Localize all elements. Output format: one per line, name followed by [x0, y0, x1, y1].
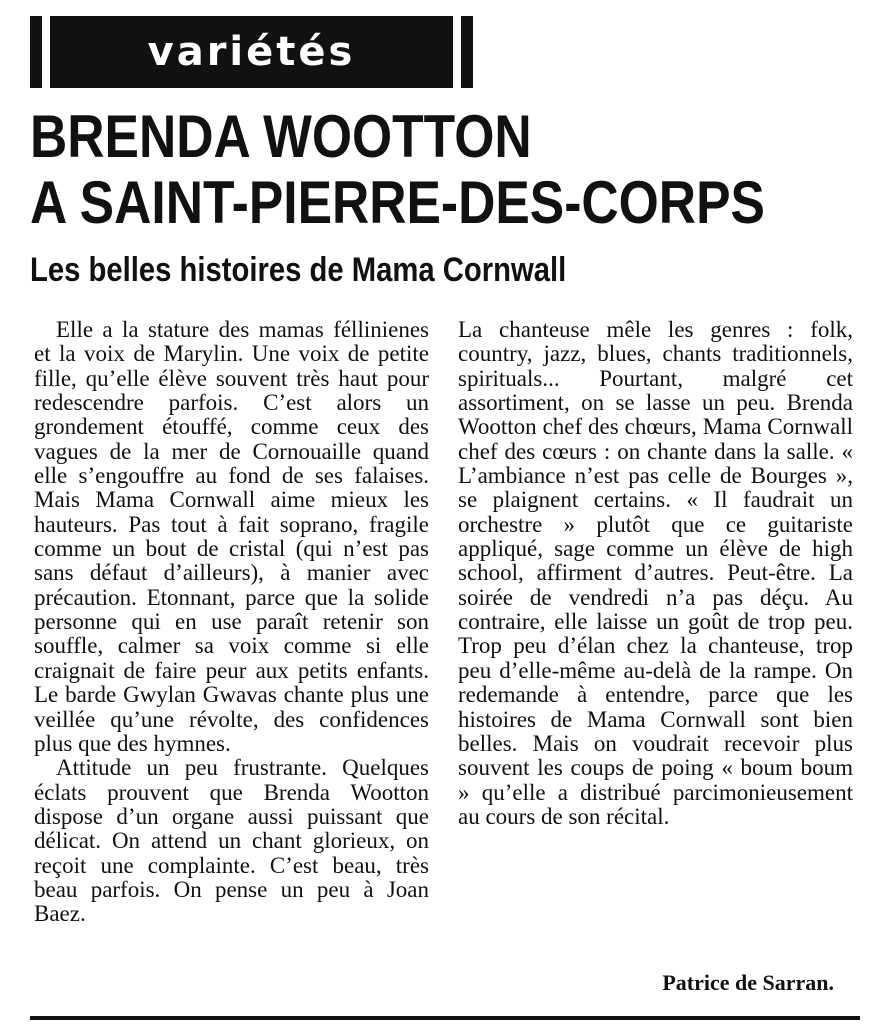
article-column-1 — [34, 318, 429, 927]
author-signature: Patrice de Sarran. — [662, 970, 834, 995]
headline-line-2: A SAINT-PIERRE-DES-CORPS — [30, 169, 765, 236]
bottom-rule — [30, 1016, 860, 1020]
column1-paragraph-1: Elle a la stature des mamas féllinienes et la voix de Marylin. Une voix de petite fille, qu’elle élève souvent très haut pour redescendre parfois. C’est alors un grondement étouffé, comme ceux des vagues de la mer de Cornouaille quand elle s’engouffre au fond de ses falaises. Mais Mama Cornwall aime mieux les hauteurs. Pas tout à fait soprano, fragile comme un bout de cristal (qui n’est pas sans défaut d’ailleurs), à manier avec précaution. Etonnant, parce que la solide personne qui en use paraît retenir son souffle, calmer sa voix comme si elle craignait de faire peur aux petits enfants. Le barde Gwylan Gwavas chante plus une veillée qu’une révolte, des confidences plus que des hymnes. — [34, 317, 429, 756]
column2-paragraph-1: La chanteuse mêle les genres : folk, country, jazz, blues, chants traditionnels, spirituals... Pourtant, malgré cet assortiment, on se lasse un peu. Brenda Wootton chef des chœurs, Mama Cornwall chef des cœurs : on chante dans la salle. « L’ambiance n’est pas celle de Bourges », se plaignent certains. « Il faudrait un orchestre » plutôt que ce guitariste appliqué, sage comme un élève de high school, affirment d’autres. Peut-être. La soirée de vendredi n’a pas déçu. Au contraire, elle laisse un goût de trop peu. Trop peu d’élan chez la chanteuse, trop peu d’elle-même au-delà de la rampe. On redemande à entendre, parce que les histoires de Mama Cornwall sont bien belles. Mais on voudrait recevoir plus souvent les coups de poing « boum boum » qu’elle a distribué parcimonieusement au cours de son récital. — [458, 317, 853, 829]
article-subheadline: Les belles histoires de Mama Cornwall — [30, 251, 567, 289]
rubric-right-bar — [453, 16, 461, 88]
column1-paragraph-2: Attitude un peu frustrante. Quelques éclats prouvent que Brenda Wootton dispose d’un organe aussi puissant que délicat. On attend un chant glorieux, on reçoit une complainte. C’est beau, très beau parfois. On pense un peu à Joan Baez. — [34, 755, 429, 927]
rubric-left-bar — [42, 16, 50, 88]
article-column-2 — [458, 318, 853, 829]
section-rubric — [30, 16, 473, 88]
headline-line-1: BRENDA WOOTTON — [30, 103, 532, 170]
article-headline — [30, 103, 765, 236]
rubric-label: variétés — [147, 29, 356, 75]
